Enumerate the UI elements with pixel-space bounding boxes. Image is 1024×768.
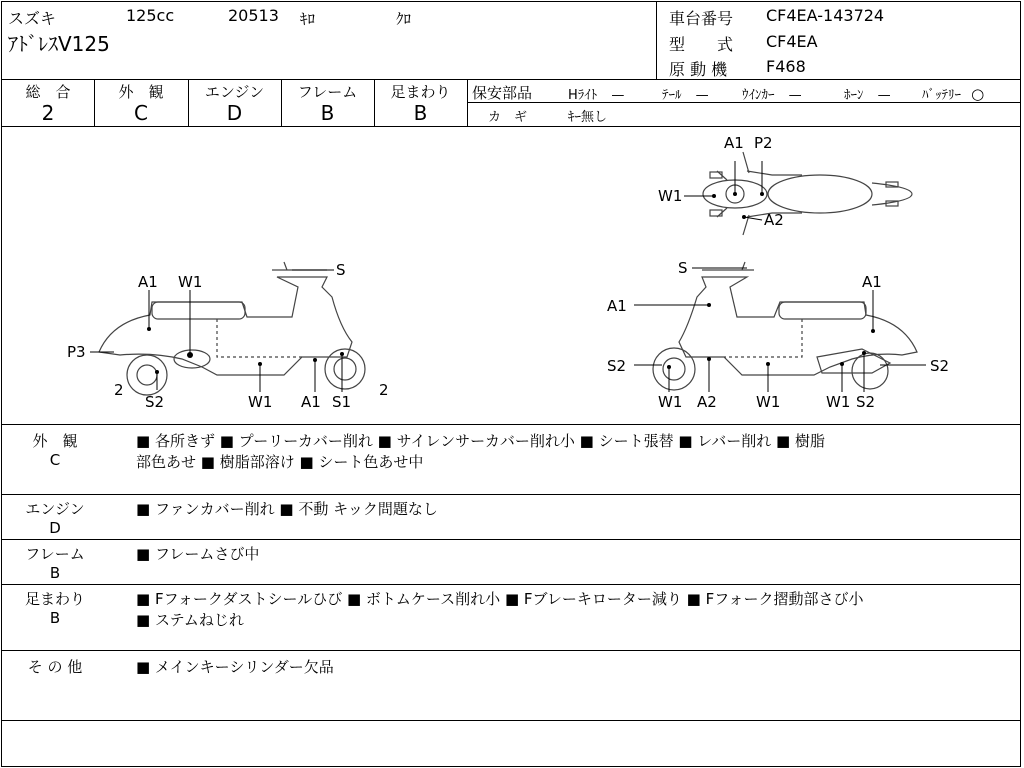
diagram-label: W1 bbox=[658, 393, 683, 411]
safety-item-status: — bbox=[877, 88, 891, 103]
section-suspension-label: 足まわり bbox=[24, 590, 85, 608]
diagram-label: S bbox=[336, 261, 346, 279]
grade-suspension-label: 足まわり bbox=[390, 83, 451, 101]
model-type-label: 型 式 bbox=[669, 35, 734, 54]
header-rule bbox=[2, 79, 1020, 80]
diagram-label: W1 bbox=[658, 187, 683, 205]
key-label: カ ギ bbox=[488, 110, 528, 125]
diagram-label: S2 bbox=[607, 357, 627, 375]
diagram-label: A2 bbox=[764, 211, 784, 229]
safety-item-name: Hﾗｲﾄ bbox=[568, 88, 598, 103]
section-engine-text: ■ ファンカバー削れ ■ 不動 キック問題なし bbox=[136, 500, 438, 518]
grade-frame-label: フレーム bbox=[297, 83, 358, 101]
section-frame-label: フレーム bbox=[25, 545, 85, 563]
safety-battery bbox=[922, 84, 984, 103]
diagram-label: W1 bbox=[756, 393, 781, 411]
safety-item-status: — bbox=[695, 88, 709, 103]
diagram-label: S2 bbox=[145, 393, 165, 411]
section-rule bbox=[2, 494, 1020, 495]
safety-item-name: ﾃｰﾙ bbox=[662, 88, 682, 103]
diagram-label: A1 bbox=[862, 273, 882, 291]
diagram-label: W1 bbox=[178, 273, 203, 291]
key-value: ｷｰ無し bbox=[568, 110, 608, 125]
model-type: CF4EA bbox=[766, 32, 818, 51]
safety-item-status: ○ bbox=[971, 85, 985, 103]
grade-engine-label: エンジン bbox=[204, 83, 265, 101]
diagram-label: A2 bbox=[697, 393, 717, 411]
section-exterior-text: ■ 各所きず ■ プーリーカバー削れ ■ サイレンサーカバー削れ小 ■ シート張替 ■ レバー削れ ■ 樹脂 bbox=[136, 432, 825, 450]
diagram-label: A1 bbox=[301, 393, 321, 411]
section-frame-text: ■ フレームさび中 bbox=[136, 545, 260, 563]
section-suspension-grade: B bbox=[49, 609, 61, 627]
safety-winker bbox=[742, 84, 802, 103]
safety-horn bbox=[844, 84, 891, 103]
grade-suspension-value: B bbox=[413, 101, 428, 125]
grade-exterior-label: 外 観 bbox=[118, 83, 164, 101]
section-exterior-label: 外 観 bbox=[32, 432, 78, 450]
grade-overall-label: 総 合 bbox=[25, 83, 71, 101]
section-engine-label: エンジン bbox=[25, 500, 85, 518]
safety-item-name: ﾎｰﾝ bbox=[844, 88, 864, 103]
safety-taillight bbox=[662, 84, 709, 103]
header-divider bbox=[656, 2, 657, 79]
section-rule bbox=[2, 650, 1020, 651]
frame-number-label: 車台番号 bbox=[669, 9, 734, 28]
diagram-label: S2 bbox=[856, 393, 876, 411]
diagram-label: S bbox=[678, 259, 688, 277]
diagram-label: 2 bbox=[379, 381, 389, 399]
inspection-sheet bbox=[1, 1, 1021, 767]
section-frame-grade: B bbox=[49, 564, 61, 582]
grade-engine-value: D bbox=[226, 101, 243, 125]
engine-label: 原 動 機 bbox=[669, 60, 728, 79]
safety-item-name: ｳｲﾝｶｰ bbox=[742, 88, 775, 103]
displacement: 125cc bbox=[126, 6, 175, 25]
safety-label: 保安部品 bbox=[472, 84, 533, 102]
section-rule bbox=[2, 539, 1020, 540]
diagram-label: P3 bbox=[67, 343, 86, 361]
damage-diagram bbox=[2, 127, 1020, 424]
diagram-label: A1 bbox=[138, 273, 158, 291]
mileage: 20513 bbox=[228, 6, 279, 25]
section-suspension-text: ■ ステムねじれ bbox=[136, 611, 244, 629]
section-other-text: ■ メインキーシリンダー欠品 bbox=[136, 658, 334, 676]
section-exterior-text: 部色あせ ■ 樹脂部溶け ■ シート色あせ中 bbox=[136, 453, 424, 471]
diagram-label: S2 bbox=[930, 357, 950, 375]
diagram-label: A1 bbox=[607, 297, 627, 315]
grade-exterior-value: C bbox=[134, 101, 148, 125]
frame-number: CF4EA-143724 bbox=[766, 6, 885, 25]
diagram-label: W1 bbox=[248, 393, 273, 411]
engine-code: F468 bbox=[766, 57, 806, 76]
diagram-label: P2 bbox=[754, 134, 773, 152]
mileage-unit: ｷﾛ bbox=[300, 10, 316, 28]
color: ｸﾛ bbox=[396, 10, 412, 28]
grade-frame-value: B bbox=[320, 101, 335, 125]
safety-item-status: — bbox=[611, 88, 625, 103]
diagram-label: 2 bbox=[114, 381, 124, 399]
diagram-label: S1 bbox=[332, 393, 352, 411]
section-other-label: そ の 他 bbox=[27, 658, 83, 676]
section-rule bbox=[2, 720, 1020, 721]
safety-item-status: — bbox=[788, 88, 802, 103]
section-suspension-text: ■ Fフォークダストシールひび ■ ボトムケース削れ小 ■ Fブレーキローター減り ■ Fフォーク摺動部さび小 bbox=[136, 590, 864, 608]
diagram-label: A1 bbox=[724, 134, 744, 152]
safety-item-name: ﾊﾞｯﾃﾘｰ bbox=[922, 88, 961, 103]
section-exterior-grade: C bbox=[49, 451, 61, 469]
section-rule bbox=[2, 584, 1020, 585]
diagram-label: W1 bbox=[826, 393, 851, 411]
section-engine-grade: D bbox=[49, 519, 61, 537]
grade-overall-value: 2 bbox=[41, 101, 55, 125]
maker: スズキ bbox=[8, 9, 57, 28]
safety-headlight bbox=[568, 84, 624, 103]
model-name: ｱﾄﾞﾚｽV125 bbox=[8, 32, 110, 56]
diagram-rule bbox=[2, 424, 1020, 425]
